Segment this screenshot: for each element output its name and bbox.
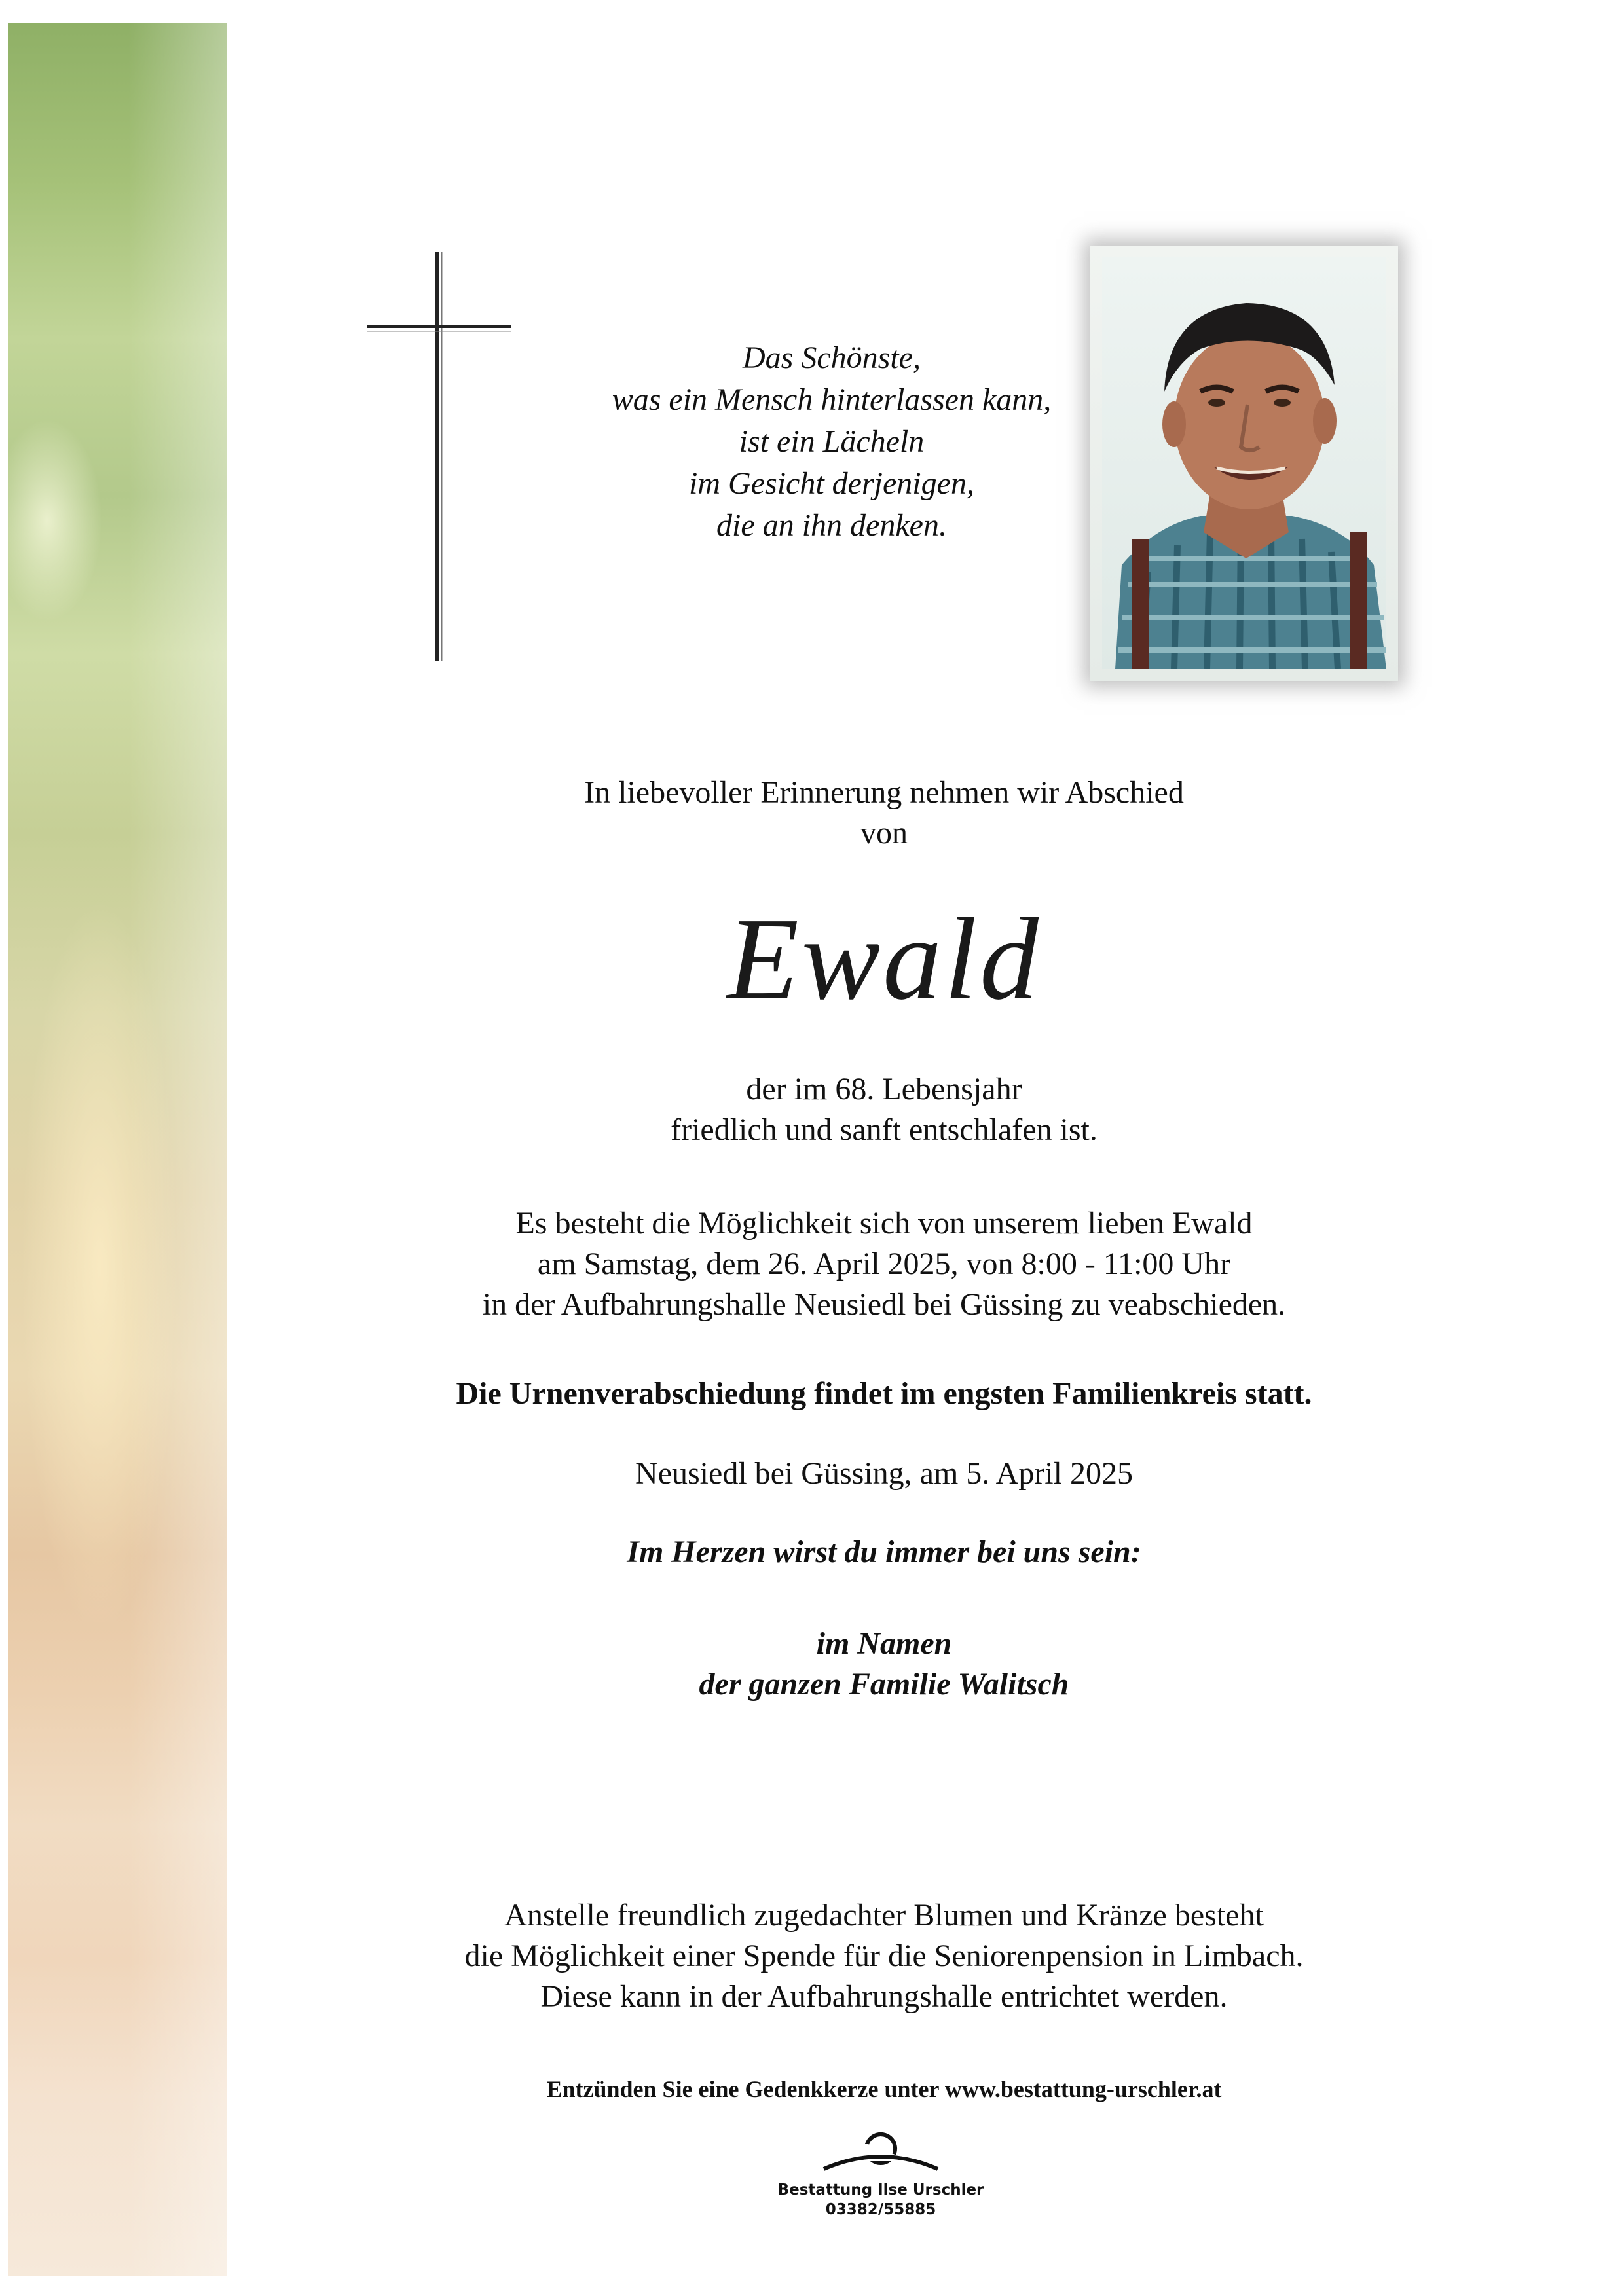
intro-line-1: In liebevoller Erinnerung nehmen wir Abschied bbox=[584, 775, 1184, 810]
farewell-text bbox=[236, 1203, 1532, 1325]
heart-line: Im Herzen wirst du immer bei uns sein: bbox=[627, 1535, 1141, 1569]
poem-line-3: ist ein Lächeln bbox=[739, 424, 925, 459]
portrait-photo bbox=[1102, 257, 1386, 669]
family-line-2: der ganzen Familie Walitsch bbox=[699, 1667, 1069, 1702]
family-line-1: im Namen bbox=[816, 1626, 952, 1661]
donation-line-3: Diese kann in der Aufbahrungshalle entrichtet werden. bbox=[540, 1979, 1228, 2014]
portrait-photo-frame bbox=[1090, 246, 1398, 681]
funeral-home-phone: 03382/55885 bbox=[825, 2201, 936, 2218]
poem-line-1: Das Schönste, bbox=[743, 340, 921, 375]
funeral-home-logo-icon bbox=[819, 2131, 943, 2177]
cross-icon bbox=[367, 252, 511, 661]
forest-path-image-strip bbox=[8, 23, 227, 2276]
donation-line-1: Anstelle freundlich zugedachter Blumen und Kränze besteht bbox=[504, 1898, 1264, 1933]
memorial-poem bbox=[498, 337, 1166, 547]
poem-line-2: was ein Mensch hinterlassen kann, bbox=[612, 382, 1052, 417]
intro-line-2: von bbox=[860, 816, 908, 850]
funeral-home-name: Bestattung Ilse Urschler bbox=[777, 2181, 984, 2198]
donation-line-2: die Möglichkeit einer Spende für die Seniorenpension in Limbach. bbox=[464, 1939, 1304, 1973]
intro-text bbox=[236, 773, 1532, 854]
funeral-home-logo bbox=[773, 2131, 989, 2219]
farewell-line-2: am Samstag, dem 26. April 2025, von 8:00 - 11:00 Uhr bbox=[537, 1247, 1231, 1281]
age-line-2: friedlich und sanft entschlafen ist. bbox=[671, 1112, 1098, 1147]
deceased-name: Ewald bbox=[726, 894, 1042, 1024]
farewell-line-3: in der Aufbahrungshalle Neusiedl bei Güssing zu veabschieden. bbox=[482, 1287, 1286, 1322]
farewell-line-1: Es besteht die Möglichkeit sich von unserem lieben Ewald bbox=[515, 1206, 1253, 1241]
poem-line-5: die an ihn denken. bbox=[716, 508, 947, 543]
family-signature bbox=[236, 1624, 1532, 1705]
poem-line-4: im Gesicht derjenigen, bbox=[689, 466, 974, 501]
age-line-1: der im 68. Lebensjahr bbox=[746, 1072, 1022, 1106]
age-text bbox=[236, 1069, 1532, 1150]
candle-link-text: Entzünden Sie eine Gedenkkerze unter www.bestattung-urschler.at bbox=[546, 2076, 1222, 2102]
donation-text bbox=[236, 1895, 1532, 2017]
urn-notice: Die Urnenverabschiedung findet im engsten Familienkreis statt. bbox=[456, 1376, 1312, 1411]
place-date: Neusiedl bei Güssing, am 5. April 2025 bbox=[635, 1456, 1133, 1491]
